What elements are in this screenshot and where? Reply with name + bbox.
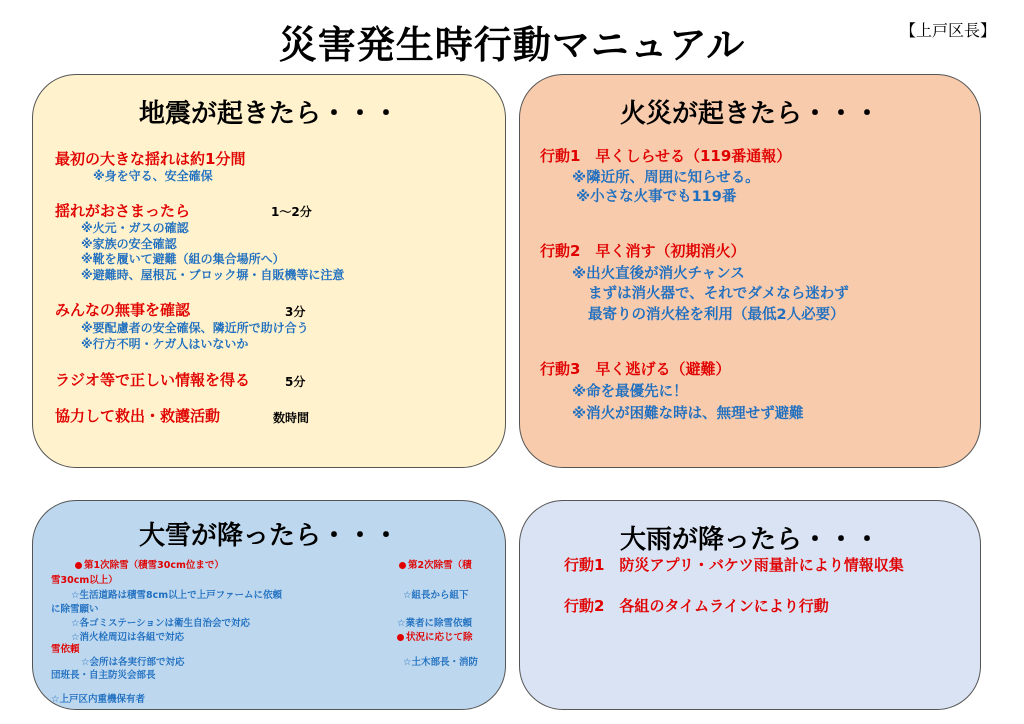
snow-rule-line: 状況に応じて除 [397, 629, 473, 643]
snow-round2-label: 第2次除雪（積 [399, 557, 472, 571]
bullet-dot-icon [397, 634, 404, 641]
snow-rule-line: ☆業者に除雪依頼 [397, 618, 473, 629]
rain-action2: 行動2 各組のタイムラインにより行動 [564, 597, 829, 615]
fire-action3-item: ※消火が困難な時は、無理せず避難 [572, 406, 804, 422]
snow-rule-line: に除雪願い [51, 604, 99, 615]
snow-title: 大雪が降ったら・・・ [138, 521, 399, 551]
quake-step2-item: ※避難時、屋根瓦・ブロック塀・自販機等に注意 [81, 268, 345, 282]
snow-round1-label: 第1次除雪（積雪30cm位まで） [75, 557, 224, 571]
rain-title: 大雨が降ったら・・・ [619, 525, 880, 555]
quake-step4-heading: ラジオ等で正しい情報を得る [55, 371, 251, 389]
fire-action2-item: ※出火直後が消火チャンス [572, 266, 745, 282]
quake-step2-item: ※家族の安全確認 [81, 237, 177, 251]
rain-panel [519, 500, 981, 710]
snow-round2-label-cont: 雪30cm以上） [51, 575, 118, 586]
quake-step1-item: ※身を守る、安全確保 [93, 169, 213, 183]
fire-action1-heading: 行動1 早くしらせる（119番通報） [540, 147, 792, 165]
snow-rule-line: ☆土木部長・消防 [403, 657, 479, 668]
bullet-dot-icon [75, 562, 82, 569]
snow-rule-line: 雪依頼 [51, 644, 80, 655]
snow-rule-line: ☆各ゴミステーションは衛生自治会で対応 [71, 618, 250, 629]
fire-title: 火災が起きたら・・・ [619, 99, 880, 129]
snow-rule-line: ☆組長から組下 [403, 590, 469, 601]
quake-step2-heading: 揺れがおさまったら [55, 202, 191, 220]
quake-step2-time: 1～2分 [271, 205, 312, 219]
earthquake-panel [32, 74, 506, 468]
quake-step2-item: ※火元・ガスの確認 [81, 221, 189, 235]
quake-step4-time: 5分 [285, 375, 306, 389]
snow-panel [32, 500, 506, 710]
bullet-dot-icon [399, 562, 406, 569]
quake-step3-heading: みんなの無事を確認 [55, 301, 191, 319]
quake-step2-item: ※靴を履いて避難（組の集合場所へ） [81, 252, 285, 266]
quake-step5-heading: 協力して救出・救護活動 [55, 407, 221, 425]
fire-action3-item: ※命を最優先に！ [572, 384, 688, 400]
snow-rule-line: ☆消火栓周辺は各組で対応 [71, 632, 185, 643]
fire-action2-heading: 行動2 早く消す（初期消火） [540, 242, 746, 260]
fire-action2-item: まずは消火器で、それでダメなら迷わず [588, 286, 849, 302]
snow-rule-line: ☆上戸区内重機保有者 [51, 694, 146, 705]
earthquake-title: 地震が起きたら・・・ [138, 99, 399, 129]
author-label: 【上戸区長】 [899, 21, 996, 40]
snow-rule-line: ☆会所は各実行部で対応 [81, 657, 185, 668]
fire-panel [519, 74, 981, 468]
quake-step1-heading: 最初の大きな揺れは約1分間 [55, 150, 246, 168]
fire-action2-item: 最寄りの消火栓を利用（最低2人必要） [588, 307, 845, 323]
quake-step5-time: 数時間 [273, 411, 310, 425]
quake-step3-item: ※要配慮者の安全確保、隣近所で助け合う [81, 321, 309, 335]
rain-action1: 行動1 防災アプリ・バケツ雨量計により情報収集 [564, 556, 904, 574]
quake-step3-item: ※行方不明・ケガ人はいないか [81, 337, 249, 351]
page-title: 災害発生時行動マニュアル [278, 23, 746, 67]
snow-rule-line: ☆生活道路は積雪8cm以上で上戸ファームに依頼 [71, 590, 282, 601]
fire-action3-heading: 行動3 早く逃げる（避難） [540, 360, 731, 378]
fire-action1-item: ※小さな火事でも119番 [576, 189, 737, 205]
fire-action1-item: ※隣近所、周囲に知らせる。 [572, 170, 760, 186]
quake-step3-time: 3分 [285, 305, 306, 319]
snow-rule-line: 団班長・自主防災会部長 [51, 670, 156, 681]
